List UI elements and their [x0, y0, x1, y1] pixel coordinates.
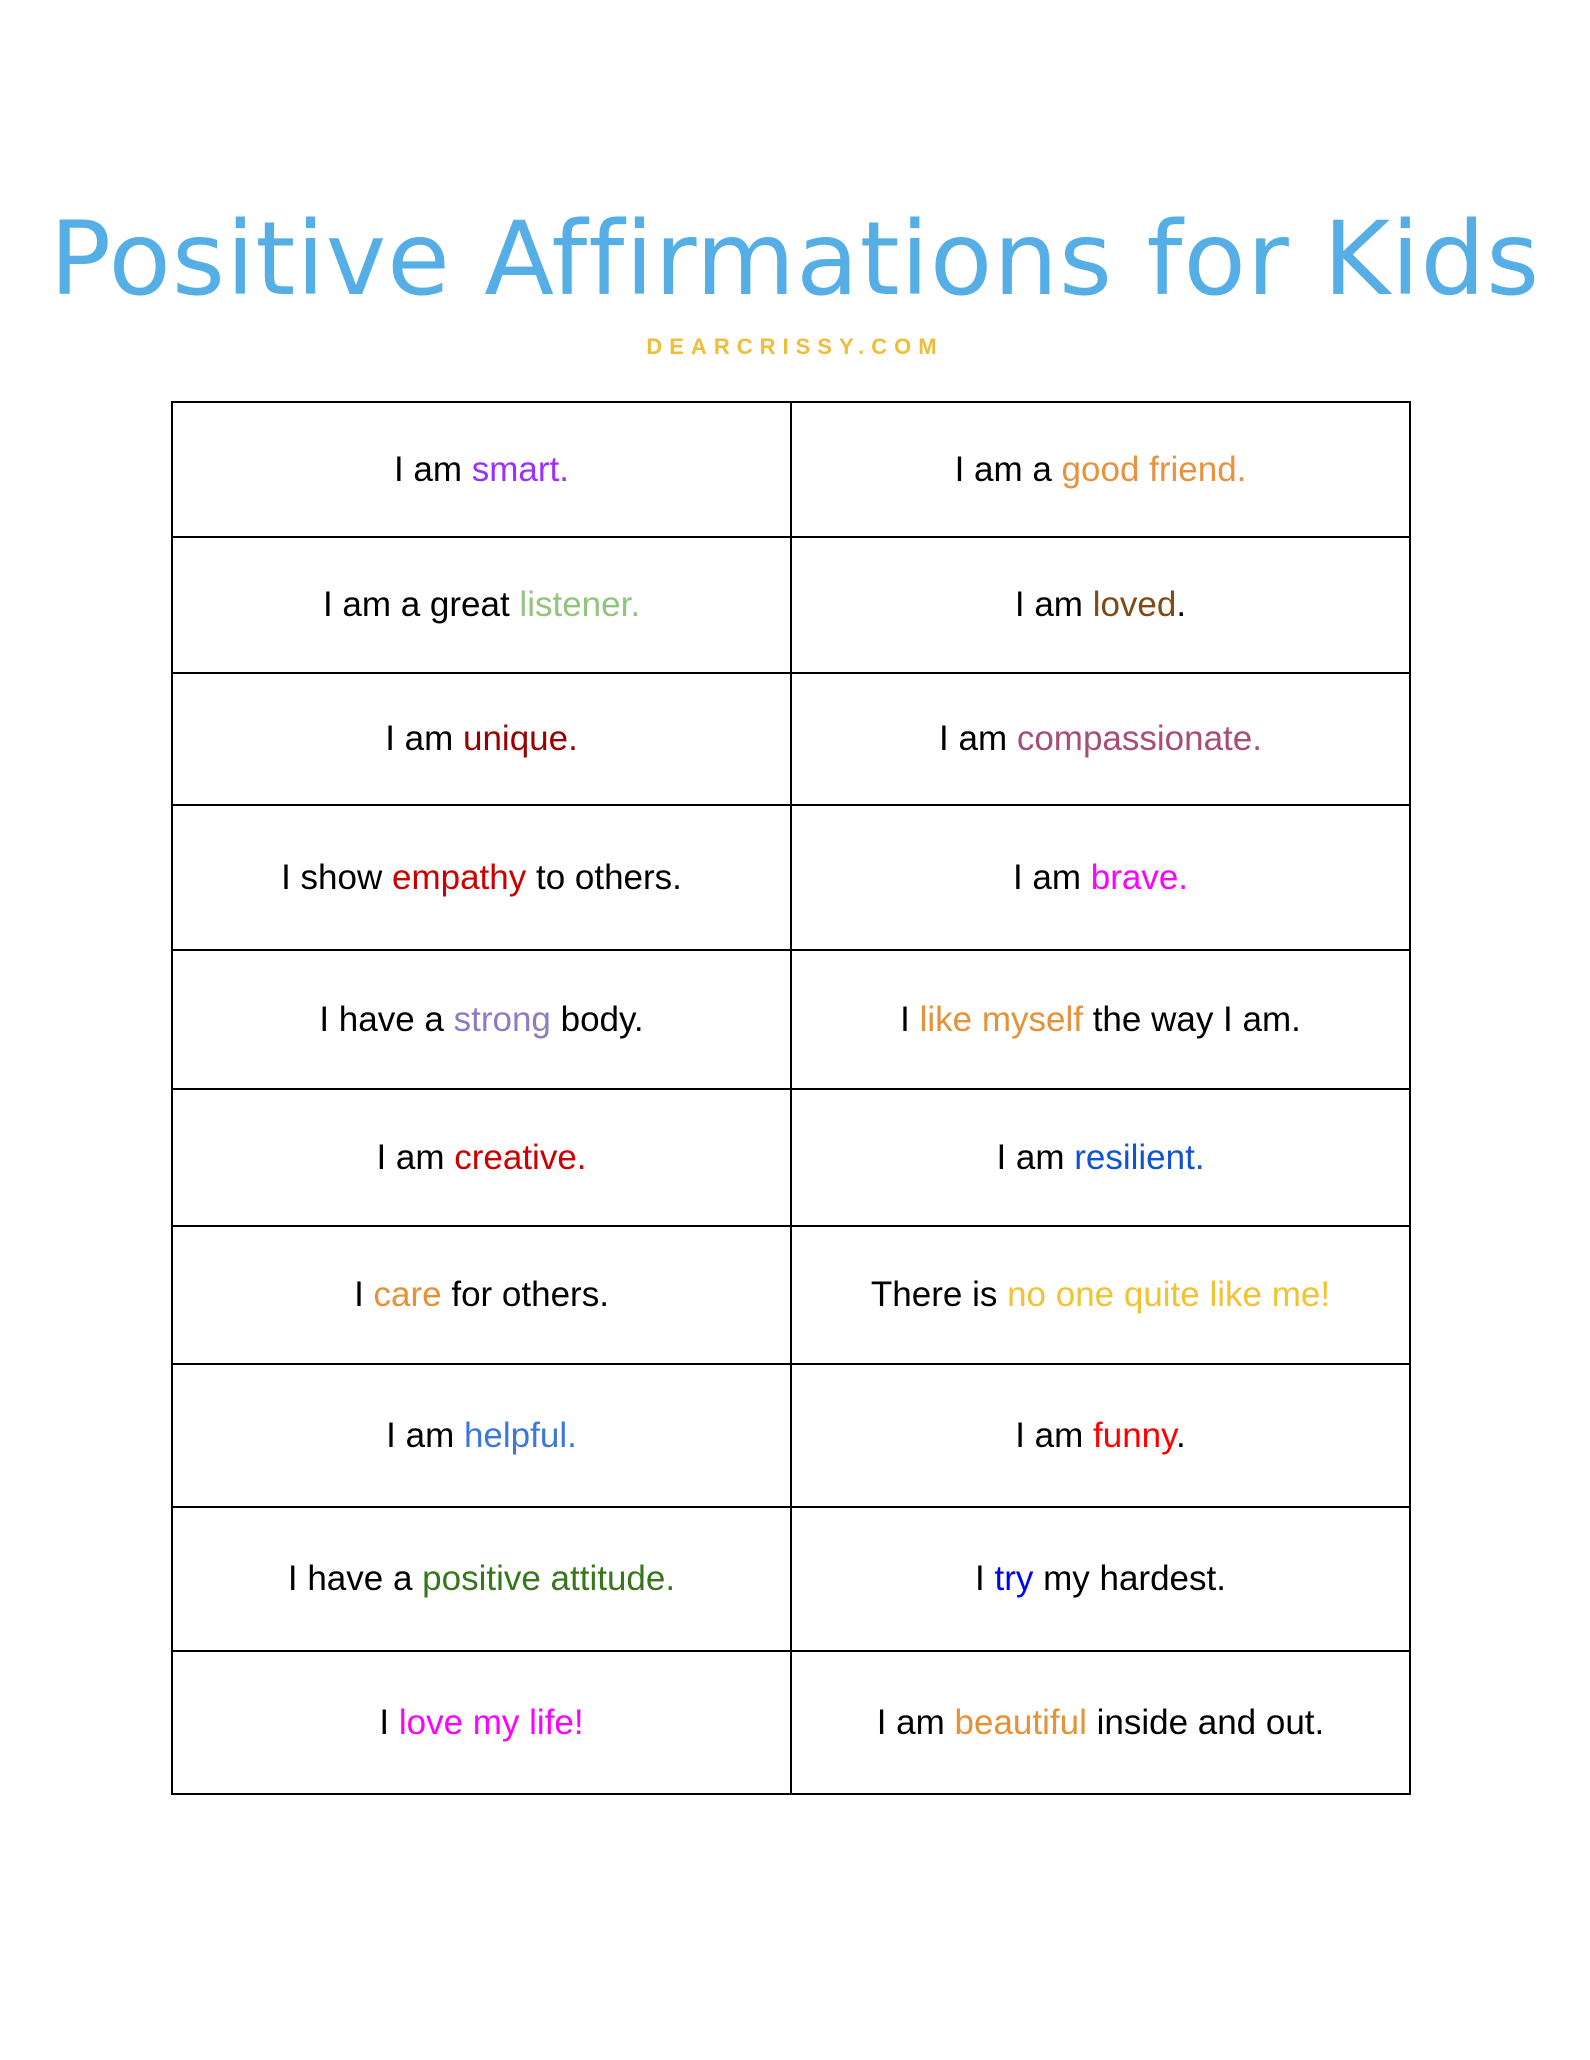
- affirmation-text: There is: [870, 1275, 1008, 1314]
- affirmation-cell-left: [172, 805, 791, 950]
- affirmations-table-body: [172, 402, 1410, 1794]
- affirmation-cell-left: [172, 1089, 791, 1226]
- affirmation-text: for others.: [441, 1275, 609, 1314]
- affirmation-text: I am: [996, 1137, 1075, 1177]
- affirmation-text: I am: [376, 1137, 455, 1177]
- affirmation-text: the way I am.: [1082, 999, 1301, 1039]
- affirmation-text: .: [1176, 585, 1187, 624]
- affirmation-cell-right: [791, 673, 1410, 805]
- affirmation-highlight: creative.: [454, 1137, 587, 1177]
- affirmation-cell-left: [172, 402, 791, 537]
- affirmation-highlight: good friend.: [1061, 449, 1247, 489]
- affirmation-text: to others.: [526, 857, 682, 897]
- table-row: [172, 402, 1410, 537]
- table-row: [172, 1364, 1410, 1507]
- affirmation-highlight: empathy: [392, 857, 527, 897]
- affirmations-table: [171, 401, 1411, 1795]
- table-row: [172, 673, 1410, 805]
- affirmation-highlight: try: [994, 1559, 1034, 1598]
- affirmation-cell-right: [791, 805, 1410, 950]
- affirmation-text: my hardest.: [1033, 1559, 1226, 1598]
- affirmation-highlight: brave.: [1090, 857, 1189, 897]
- affirmation-highlight: beautiful: [954, 1702, 1087, 1742]
- affirmation-text: I show: [281, 857, 392, 897]
- affirmation-highlight: positive attitude.: [422, 1559, 676, 1598]
- affirmation-text: I am: [385, 719, 463, 758]
- affirmation-highlight: strong: [453, 999, 551, 1039]
- affirmation-text: I: [379, 1702, 399, 1742]
- affirmation-highlight: care: [373, 1275, 442, 1314]
- affirmation-text: inside and out.: [1086, 1702, 1325, 1742]
- table-row: [172, 537, 1410, 673]
- affirmation-cell-left: [172, 1651, 791, 1794]
- affirmation-highlight: no one quite like me!: [1007, 1275, 1331, 1314]
- affirmation-text: .: [1176, 1415, 1186, 1455]
- affirmation-highlight: listener.: [519, 585, 641, 624]
- affirmation-highlight: compassionate.: [1016, 719, 1262, 758]
- table-row: [172, 1226, 1410, 1364]
- affirmation-cell-right: [791, 1226, 1410, 1364]
- affirmation-text: I am: [876, 1702, 955, 1742]
- affirmation-highlight: funny: [1093, 1415, 1177, 1455]
- affirmation-cell-right: [791, 1507, 1410, 1651]
- affirmation-cell-left: [172, 1226, 791, 1364]
- affirmation-text: I am: [1012, 857, 1091, 897]
- affirmation-cell-right: [791, 1089, 1410, 1226]
- affirmation-cell-right: [791, 950, 1410, 1089]
- affirmation-text: I am: [939, 719, 1017, 758]
- affirmation-text: I am: [393, 449, 472, 489]
- affirmation-cell-left: [172, 950, 791, 1089]
- table-row: [172, 805, 1410, 950]
- affirmation-cell-right: [791, 1651, 1410, 1794]
- affirmation-text: I: [354, 1275, 374, 1314]
- affirmation-highlight: loved: [1092, 585, 1177, 624]
- affirmation-cell-left: [172, 673, 791, 805]
- affirmation-cell-right: [791, 1364, 1410, 1507]
- affirmation-text: I am a great: [322, 585, 520, 624]
- affirmation-highlight: like myself: [919, 999, 1083, 1039]
- affirmation-text: I am: [1014, 585, 1093, 624]
- affirmation-highlight: helpful.: [463, 1415, 577, 1455]
- table-row: [172, 1507, 1410, 1651]
- affirmation-highlight: smart.: [471, 449, 570, 489]
- affirmation-text: I am: [386, 1415, 464, 1455]
- affirmation-text: I am a: [954, 449, 1062, 489]
- affirmation-cell-left: [172, 1507, 791, 1651]
- site-name: DEARCRISSY.COM: [646, 334, 944, 359]
- affirmation-text: body.: [550, 999, 644, 1039]
- affirmation-text: I have a: [287, 1559, 423, 1598]
- affirmation-highlight: love my life!: [398, 1702, 584, 1742]
- affirmation-text: I have a: [319, 999, 454, 1039]
- page-header: [0, 0, 1590, 400]
- affirmation-text: I: [975, 1559, 995, 1598]
- affirmation-text: I: [900, 999, 920, 1039]
- affirmation-cell-right: [791, 402, 1410, 537]
- affirmation-cell-left: [172, 1364, 791, 1507]
- affirmation-cell-right: [791, 537, 1410, 673]
- table-row: [172, 1089, 1410, 1226]
- affirmation-highlight: unique.: [462, 719, 578, 758]
- affirmation-cell-left: [172, 537, 791, 673]
- page-title: Positive Affirmations for Kids: [49, 200, 1541, 319]
- table-row: [172, 1651, 1410, 1794]
- affirmation-text: I am: [1015, 1415, 1094, 1455]
- affirmation-highlight: resilient.: [1074, 1137, 1205, 1177]
- table-row: [172, 950, 1410, 1089]
